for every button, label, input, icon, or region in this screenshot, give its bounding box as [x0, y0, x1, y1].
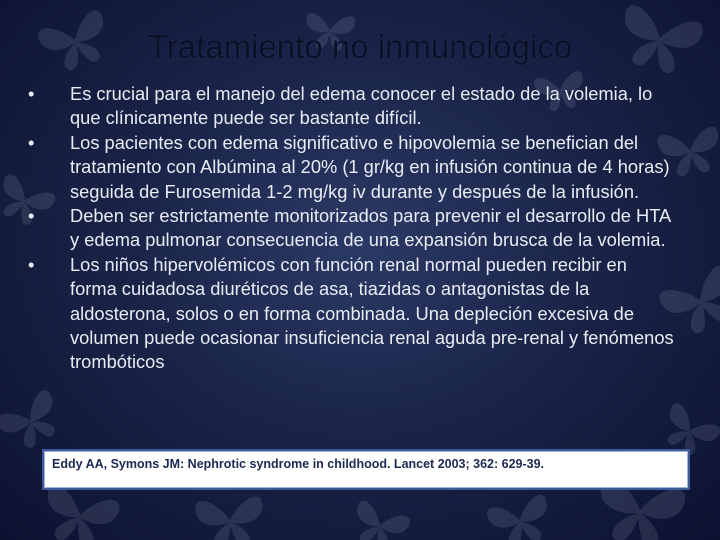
- bullet-marker: •: [28, 205, 35, 227]
- bullet-item: [28, 204, 678, 253]
- bullet-item: [28, 131, 678, 204]
- bullet-text: Los pacientes con edema significativo e hipovolemia se benefician del tratamiento con Albúmina al 20% (1 gr/kg en infusión continua de 4 horas) seguida de Furosemida 1-2 mg/kg iv durante y después de la infusión.: [70, 131, 670, 202]
- reference-citation: Eddy AA, Symons JM: Nephrotic syndrome in childhood. Lancet 2003; 362: 629-39.: [42, 449, 690, 490]
- bullet-marker: •: [28, 83, 35, 104]
- bullet-item: [28, 253, 678, 375]
- bullet-item: [28, 82, 678, 131]
- bullet-text: Los niños hipervolémicos con función renal normal pueden recibir en forma cuidadosa diuréticos de asa, tiazidas o antagonistas de la aldosterona, solos o en forma combinada. Una depleción excesiva de volumen puede ocasionar insuficiencia renal aguda pre-renal y fenómenos trombóticos: [70, 253, 674, 373]
- bullet-text: Deben ser estrictamente monitorizados para prevenir el desarrollo de HTA y edema pulmonar consecuencia de una expansión brusca de la volemia.: [70, 205, 671, 251]
- bullet-text: Es crucial para el manejo del edema conocer el estado de la volemia, lo que clínicamente puede ser bastante difícil.: [70, 83, 653, 129]
- bullet-marker: •: [28, 131, 35, 153]
- bullet-marker: •: [28, 253, 35, 275]
- slide-title: Tratamiento no inmunológico: [147, 28, 573, 65]
- bullet-list: [28, 82, 678, 375]
